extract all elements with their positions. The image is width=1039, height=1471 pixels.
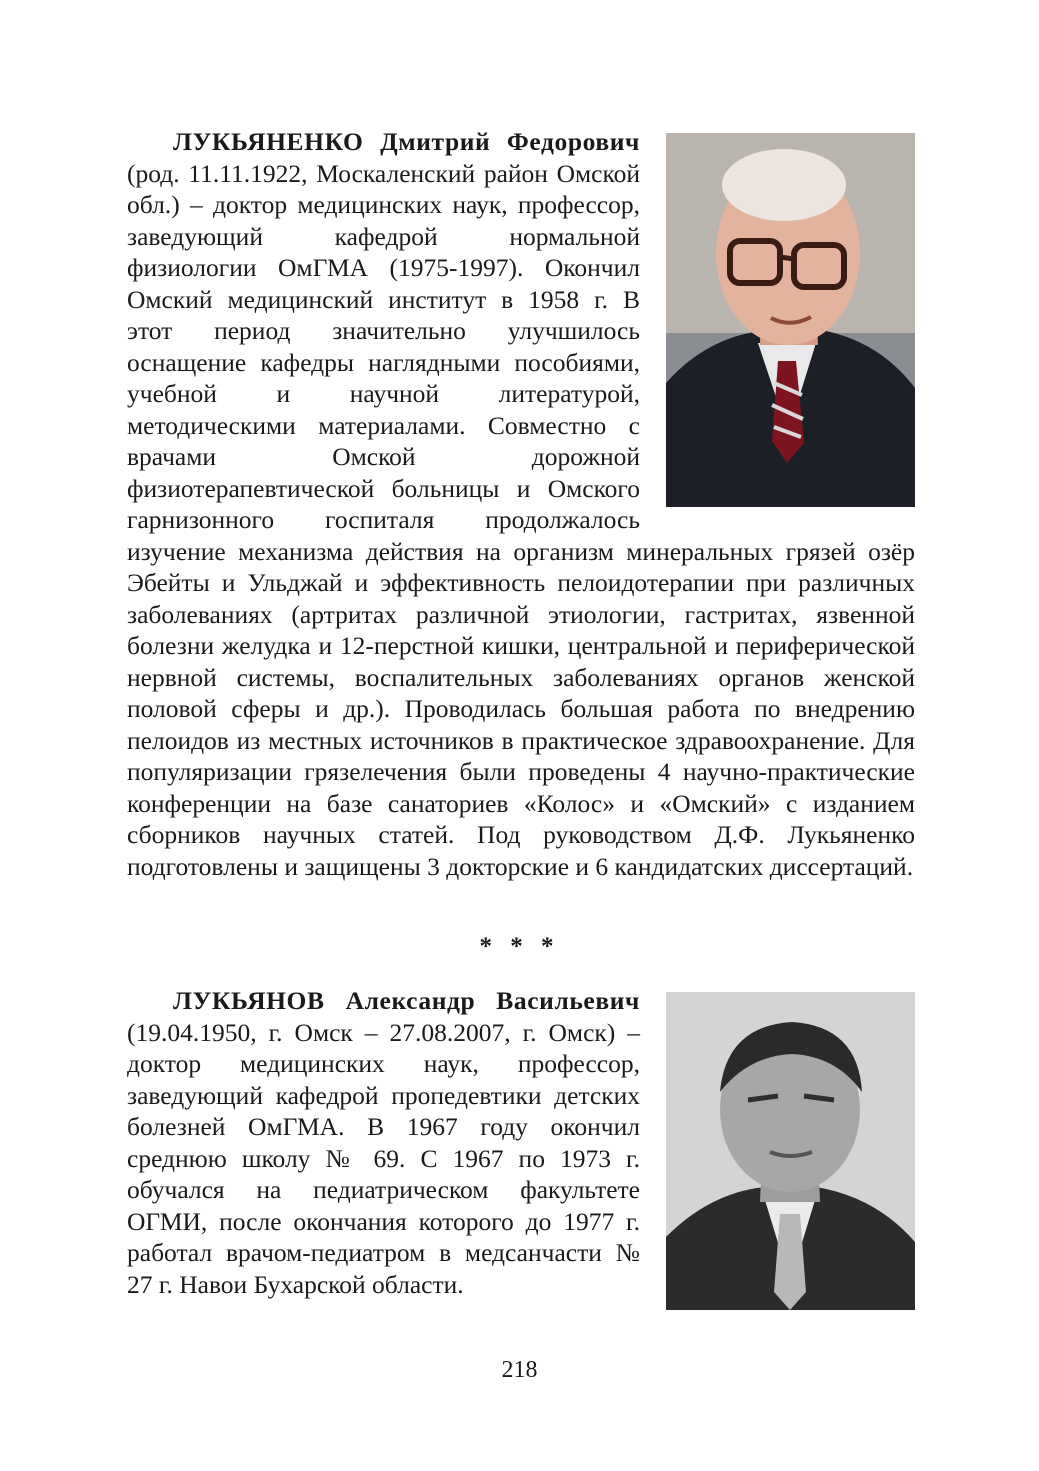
biography-text-lukyanov: (19.04.1950, г. Омск – 27.08.2007, г. Омск) – доктор медицинских наук, профессор, заведующий кафедрой пропедевтики детских болезней ОмГМА. В 1967 году окончил среднюю школу № 69. С 1967 по 1973 г. обучался на педиатрическом факультете ОГМИ, после окончания которого до 1977 г. работал врачом-педиатром в медсанчасти № 27 г. Навои Бухарской области. — [127, 1017, 640, 1299]
biography-entry-lukyanenko — [127, 126, 915, 882]
person-name-lukyanenko: ЛУКЬЯНЕНКО Дмитрий Федорович — [173, 127, 640, 156]
biography-text-lukyanenko: (род. 11.11.1922, Москаленский район Омской обл.) – доктор медицинских наук, профессор, заведующий кафедрой нормальной физиологии ОмГМА (1975-1997). Окончил Омский медицинский институт в 1958 г. В этот период значительно улучшилось оснащение кафедры наглядными пособиями, учебной и научной литературой, методическими материалами. Совместно с врачами Омской дорожной физиотерапевтической больницы и Омского гарнизонного госпиталя продолжалось изучение механизма действия на организм минеральных грязей озёр Эбейты и Ульджай и эффективность пелоидотерапии при различных заболеваниях (артритах различной этиологии, гастритах, язвенной болезни желудка и 12-перстной кишки, центральной и периферической нервной системы, воспалительных заболеваниях органов женской половой сферы и др.). Проводилась большая работа по внедрению пелоидов из местных источников в практическое здравоохранение. Для популяризации грязелечения были проведены 4 научно-практические конференции на базе санаториев «Колос» и «Омский» с изданием сборников научных статей. Под руководством Д.Ф. Лукьяненко подготовлены и защищены 3 докторские и 6 кандидатских диссертаций. — [127, 158, 915, 881]
page-number: 218 — [501, 1357, 538, 1383]
section-separator: * * * — [479, 933, 560, 960]
biography-entry-lukyanov — [127, 985, 915, 1316]
portrait-photo-lukyanenko — [666, 133, 915, 507]
person-name-lukyanov: ЛУКЬЯНОВ Александр Васильевич — [173, 986, 640, 1015]
portrait-photo-lukyanov — [666, 992, 915, 1310]
